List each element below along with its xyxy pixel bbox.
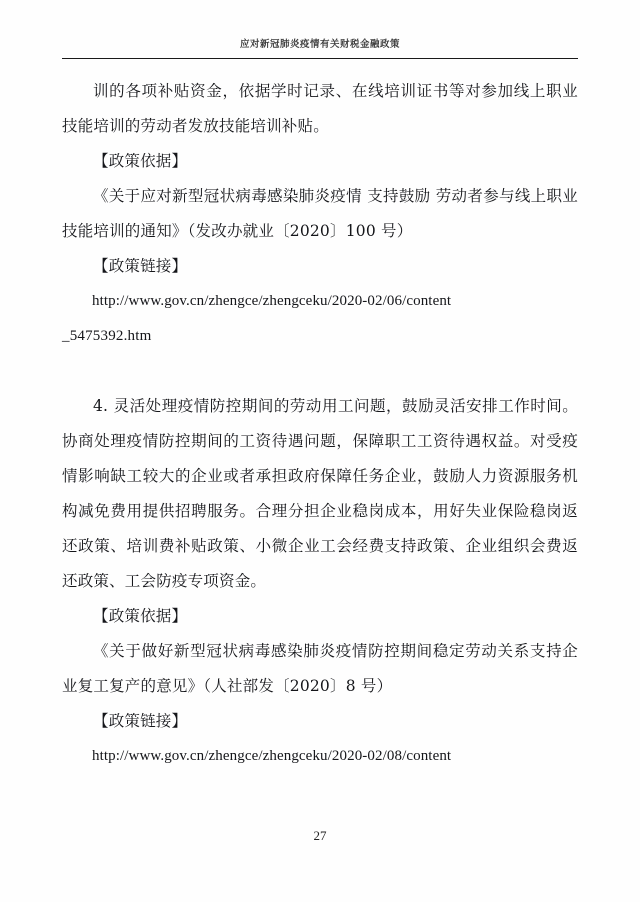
policy-basis-text-2: 《关于做好新型冠状病毒感染肺炎疫情防控期间稳定劳动关系支持企业复工复产的意见》（人社部发〔2020〕8 号） [62, 642, 578, 695]
document-body [62, 74, 578, 774]
policy-link-label-2: 【政策链接】 [93, 712, 188, 730]
policy-link-url-1: http://www.gov.cn/zhengce/zhengceku/2020-02/06/content [92, 293, 452, 309]
paragraph-continuation: 训的各项补贴资金，依据学时记录、在线培训证书等对参加线上职业技能培训的劳动者发放技能培训补贴。 [62, 82, 578, 135]
policy-link-url-2: http://www.gov.cn/zhengce/zhengceku/2020-02/08/content [92, 748, 452, 764]
header-divider [62, 58, 578, 59]
page-header-title: 应对新冠肺炎疫情有关财税金融政策 [239, 39, 400, 50]
policy-link-url-1-continuation: _5475392.htm [62, 328, 152, 344]
paragraph-spacer [62, 354, 578, 389]
numbered-item-4: 4. 灵活处理疫情防控期间的劳动用工问题，鼓励灵活安排工作时间。协商处理疫情防控期间的工资待遇问题，保障职工工资待遇权益。对受疫情影响缺工较大的企业或者承担政府保障任务企业，鼓励人力资源服务机构减免费用提供招聘服务。合理分担企业稳岗成本，用好失业保险稳岗返还政策、培训费补贴政策、小微企业工会经费支持政策、企业组织会费返还政策、工会防疫专项资金。 [62, 397, 578, 590]
policy-basis-label-2: 【政策依据】 [93, 607, 188, 625]
policy-link-label-1: 【政策链接】 [93, 257, 188, 275]
page-number: 27 [313, 828, 327, 843]
policy-basis-text-1: 《关于应对新型冠状病毒感染肺炎疫情 支持鼓励 劳动者参与线上职业技能培训的通知》（发改办就业〔2020〕100 号） [62, 187, 578, 240]
policy-basis-label-1: 【政策依据】 [93, 152, 188, 170]
